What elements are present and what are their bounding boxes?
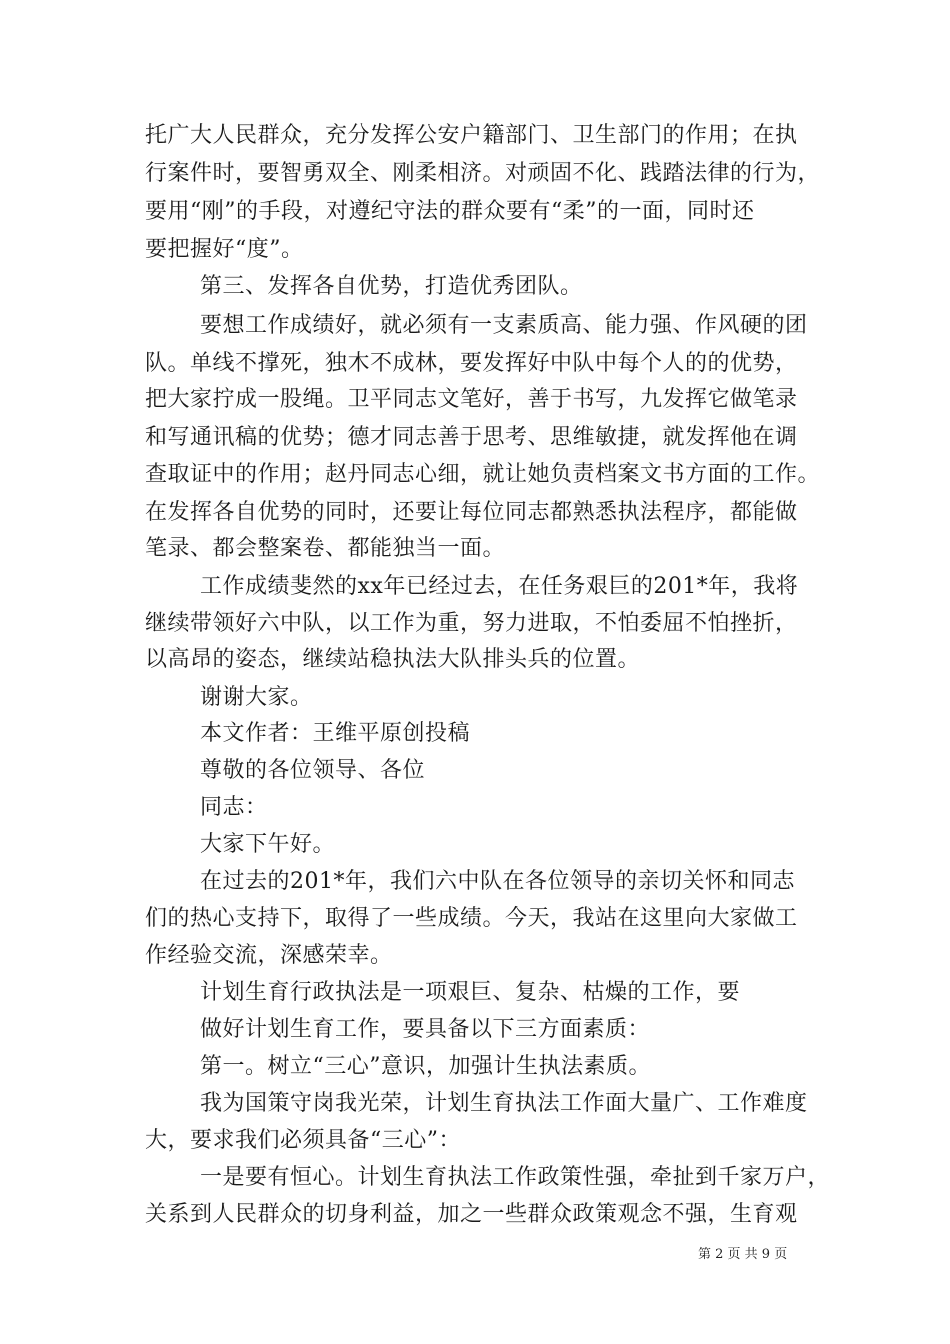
text-line: 队。单线不撑死，独木不成林，要发挥好中队中每个人的的优势，: [145, 351, 798, 376]
section-heading: 第三、发挥各自优势，打造优秀团队。: [200, 274, 583, 299]
author-line: 本文作者：王维平原创投稿: [200, 721, 471, 746]
text-line: 在过去的201*年，我们六中队在各位领导的亲切关怀和同志: [200, 869, 795, 894]
text-line: 托广大人民群众，充分发挥公安户籍部门、卫生部门的作用；在执: [145, 123, 798, 148]
text-line: 查取证中的作用；赵丹同志心细，就让她负责档案文书方面的工作。: [145, 462, 821, 487]
salutation-line: 尊敬的各位领导、各位: [200, 758, 426, 783]
text-line: 把大家拧成一股绳。卫平同志文笔好，善于书写，九发挥它做笔录: [145, 387, 798, 412]
text-line: 以高昂的姿态，继续站稳执法大队排头兵的位置。: [145, 647, 641, 672]
text-line: 作经验交流，深感荣幸。: [145, 943, 393, 968]
text-line: 在发挥各自优势的同时，还要让每位同志都熟悉执法程序，都能做: [145, 500, 798, 525]
text-line: 笔录、都会整案卷、都能独当一面。: [145, 536, 506, 561]
page-number: 第 2 页 共 9 页: [698, 1247, 788, 1262]
text-line: 关系到人民群众的切身利益，加之一些群众政策观念不强，生育观: [145, 1202, 798, 1227]
text-line: 计划生育行政执法是一项艰巨、复杂、枯燥的工作，要: [200, 980, 741, 1005]
text-line: 行案件时，要智勇双全、刚柔相济。对顽固不化、践踏法律的行为，: [145, 161, 821, 186]
greeting-line: 大家下午好。: [200, 832, 336, 857]
text-line: 工作成绩斐然的xx年已经过去，在任务艰巨的201*年，我将: [200, 574, 799, 599]
text-line: 做好计划生育工作，要具备以下三方面素质：: [200, 1017, 651, 1042]
text-line: 我为国策守岗我光荣，计划生育执法工作面大量广、工作难度: [200, 1091, 808, 1116]
text-line: 要把握好“度”。: [145, 237, 304, 262]
text-line: 大，要求我们必须具备“三心”：: [145, 1128, 461, 1153]
text-line: 要想工作成绩好，就必须有一支素质高、能力强、作风硬的团: [200, 313, 808, 338]
text-line: 继续带领好六中队，以工作为重，努力进取，不怕委屈不怕挫折，: [145, 611, 798, 636]
text-line: 要用“刚”的手段，对遵纪守法的群众要有“柔”的一面，同时还: [145, 199, 755, 224]
text-line: 们的热心支持下，取得了一些成绩。今天，我站在这里向大家做工: [145, 906, 798, 931]
salutation-line: 同志：: [200, 795, 268, 820]
text-line: 一是要有恒心。计划生育执法工作政策性强，牵扯到千家万户，: [200, 1165, 831, 1190]
section-heading: 第一。树立“三心”意识，加强计生执法素质。: [200, 1054, 651, 1079]
text-line: 谢谢大家。: [200, 685, 313, 710]
text-line: 和写通讯稿的优势；德才同志善于思考、思维敏捷，就发挥他在调: [145, 425, 798, 450]
